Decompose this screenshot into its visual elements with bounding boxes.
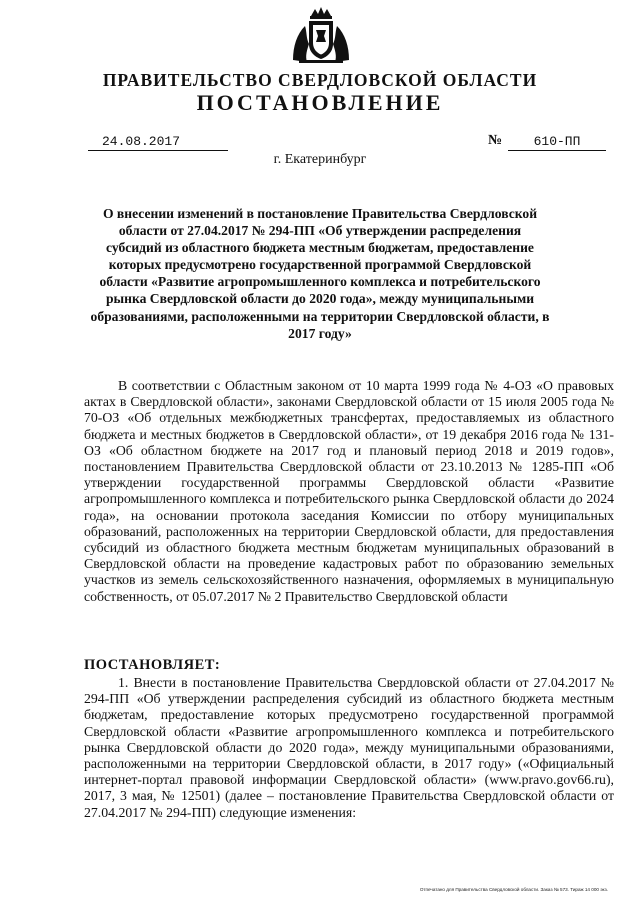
preamble-paragraph: В соответствии с Областным законом от 10 марта 1999 года № 4-ОЗ «О правовых актах в Свердловской области», законами Свердловской области от 15 июля 2005 года № 70-ОЗ «Об отдельных межбюджетных трансфертах, предоставляемых из областного бюджета и местных бюджетов в Свердловской области», от 19 декабря 2016 года № 131-ОЗ «Об областном бюджете на 2017 год и плановый период 2018 и 2019 годов», постановлением Правительства Свердловской области от 23.10.2013 № 1285-ПП «Об утверждении государственной программы Свердловской области «Развитие агропромышленного комплекса и потребительского рынка Свердловской области до 2024 года», на основании протокола заседания Комиссии по отбору муниципальных образований, расположенных на территории Свердловской области, для предоставления субсидий из областного бюджета местным бюджетам муниципальных образований в Свердловской области на проведение кадастровых работ по образованию земельных участков из земель сельскохозяйственного назначения, оформляемых в муниципальную собственность, от 05.07.2017 № 2 Правительство Свердловской области (84, 378, 614, 604)
number-sign: № (488, 133, 503, 148)
document-number: 610-ПП (508, 134, 606, 151)
clause-1-paragraph: 1. Внести в постановление Правительства Свердловской области от 27.04.2017 № 294-ПП «Об утверждении распределения субсидий из областного бюджета местным бюджетам, предоставление которых предусмотрено государственной программой Свердловской области «Развитие агропромышленного комплекса и потребительского рынка Свердловской области до 2020 года», между муниципальными образованиями, расположенными на территории Свердловской области, в 2017 году» («Официальный интернет-портал правовой информации Свердловской области» (www.pravo.gov66.ru), 2017, 3 мая, № 12501) (далее – постановление Правительства Свердловской области от 27.04.2017 № 294-ПП) следующие изменения: (84, 675, 614, 820)
city: г. Екатеринбург (273, 152, 367, 167)
document-type: ПОСТАНОВЛЕНИЕ (196, 90, 444, 115)
document-title: О внесении изменений в постановление Правительства Свердловской области от 27.04.2017 № 294-ПП «Об утверждении распределения субсидий из областного бюджета местным бюджетам, предоставление которых предусмотрено государственной программой Свердловской области «Развитие агропромышленного комплекса и потребительского рынка Свердловской области до 2020 года», между муниципальными образованиями, расположенными на территории Свердловской области, в 2017 году» (90, 206, 550, 341)
coat-of-arms-icon (289, 6, 353, 64)
decree-word: ПОСТАНОВЛЯЕТ: (84, 657, 221, 673)
document-date: 24.08.2017 (88, 134, 228, 151)
government-name: ПРАВИТЕЛЬСТВО СВЕРДЛОВСКОЙ ОБЛАСТИ (102, 70, 538, 90)
print-footer: Отпечатано для Правительства Свердловской области. Заказ № 573. Тираж 14 000 экз. (419, 887, 608, 892)
